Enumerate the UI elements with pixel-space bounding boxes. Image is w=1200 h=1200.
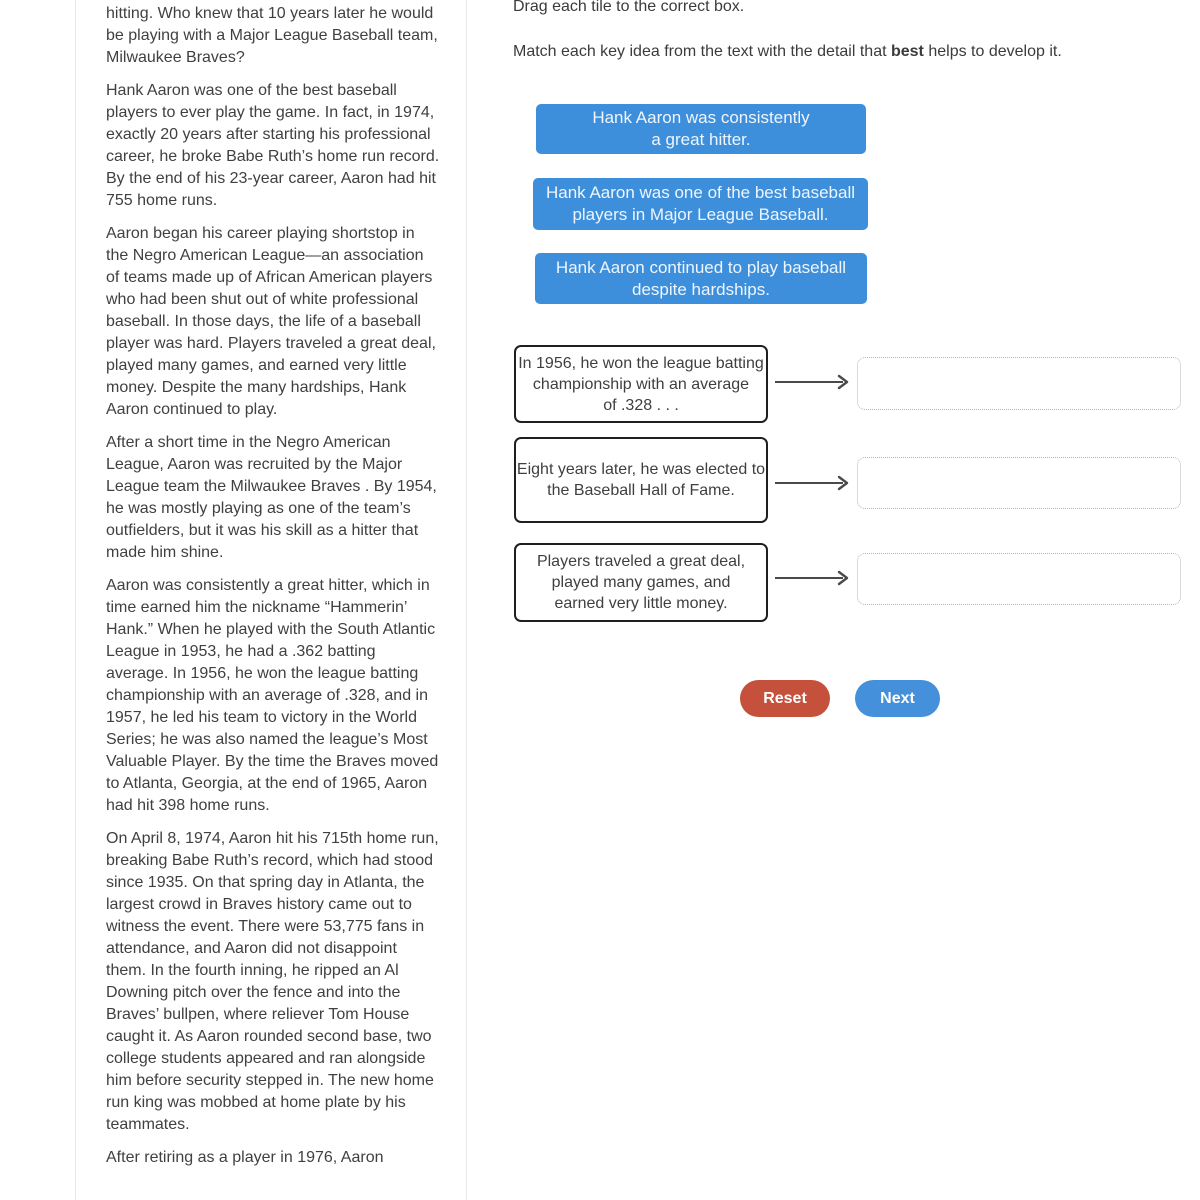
- drop-zone-1[interactable]: [857, 357, 1181, 410]
- tile-consistently-great-hitter[interactable]: [536, 104, 866, 154]
- detail-text-line: earned very little money.: [554, 595, 728, 612]
- detail-text-line: of .328 . . .: [603, 396, 679, 414]
- right-arrow-icon: [775, 374, 851, 390]
- tile-text-line: Hank Aaron continued to play baseball: [555, 257, 847, 277]
- passage-paragraph: On April 8, 1974, Aaron hit his 715th home run, breaking Babe Ruth’s record, which had stood since 1935. On that spring day in Atlanta, the largest crowd in Braves history came out to witness the event. There were 53,775 fans in attendance, and Aaron did not disappoint them. In the fourth inning, he ripped an Al Downing pitch over the fence and into the Braves’ bullpen, where reliever Tom House caught it. As Aaron rounded second base, two college students appeared and ran alongside him before security stepped in. The new home run king was mobbed at home plate by his teammates.: [106, 830, 439, 1133]
- tile-text-line: despite hardships.: [632, 279, 770, 299]
- tile-text-line: Hank Aaron was consistently: [592, 108, 810, 127]
- tile-text-line: Hank Aaron was one of the best baseball: [545, 183, 856, 202]
- match-prompt-bold: best: [890, 43, 924, 60]
- match-prompt-prefix: Match each key idea from the text with the detail that: [513, 43, 891, 60]
- drop-zone-3[interactable]: [857, 553, 1181, 605]
- tile-text-line: a great hitter.: [651, 130, 751, 149]
- drop-zone-2[interactable]: [857, 457, 1181, 509]
- detail-text-line: In 1956, he won the league batting: [518, 354, 764, 372]
- passage-panel[interactable]: [75, 0, 467, 1200]
- passage-paragraph: hitting. Who knew that 10 years later he would be playing with a Major League Baseball team, Milwaukee Braves?: [106, 5, 438, 66]
- detail-box-batting-championship: [514, 345, 768, 423]
- tile-continued-despite-hardships[interactable]: [535, 253, 867, 304]
- match-prompt: [513, 42, 1062, 62]
- detail-text-line: Eight years later, he was elected to: [516, 461, 766, 478]
- passage-paragraph: After a short time in the Negro American League, Aaron was recruited by the Major League team the Milwaukee Braves . By 1954, he was mostly playing as one of the team’s outfielders, but it was his skill as a hitter that made him shine.: [106, 434, 437, 561]
- right-arrow-icon: [775, 475, 851, 491]
- passage-paragraph: After retiring as a player in 1976, Aaron: [106, 1149, 384, 1166]
- tile-best-baseball-player[interactable]: [533, 178, 868, 230]
- detail-text-line: the Baseball Hall of Fame.: [547, 482, 735, 499]
- passage-paragraph: Aaron was consistently a great hitter, which in time earned him the nickname “Hammerin’ Hank.” When he played with the South Atlantic League in 1953, he had a .362 batting average. In 1956, he won the league batting championship with an average of .328, and in 1957, he led his team to victory in the World Series; he was also named the league’s Most Valuable Player. By the time the Braves moved to Atlanta, Georgia, at the end of 1965, Aaron had hit 398 home runs.: [106, 577, 439, 814]
- detail-box-players-traveled: [514, 543, 768, 622]
- reset-button[interactable]: Reset: [740, 680, 830, 717]
- next-button[interactable]: Next: [855, 680, 940, 717]
- right-arrow-icon: [775, 570, 851, 586]
- detail-text-line: Players traveled a great deal,: [536, 553, 746, 570]
- tile-text-line: players in Major League Baseball.: [572, 205, 829, 224]
- detail-text-line: played many games, and: [551, 574, 731, 591]
- detail-text-line: championship with an average: [532, 375, 750, 393]
- match-prompt-suffix: helps to develop it.: [923, 43, 1062, 60]
- detail-box-hall-of-fame: [514, 437, 768, 523]
- drag-instruction: Drag each tile to the correct box.: [513, 0, 745, 15]
- passage-paragraph: Aaron began his career playing shortstop in the Negro American League—an association of teams made up of African American players who had been shut out of white professional baseball. In those days, the life of a baseball player was hard. Players traveled a great deal, played many games, and earned very little money. Despite the many hardships, Hank Aaron continued to play.: [106, 225, 436, 418]
- activity-panel: [468, 0, 1200, 1200]
- passage-paragraph: Hank Aaron was one of the best baseball players to ever play the game. In fact, in 1974, exactly 20 years after starting his professional career, he broke Babe Ruth’s home run record. By the end of his 23-year career, Aaron had hit 755 home runs.: [106, 82, 440, 209]
